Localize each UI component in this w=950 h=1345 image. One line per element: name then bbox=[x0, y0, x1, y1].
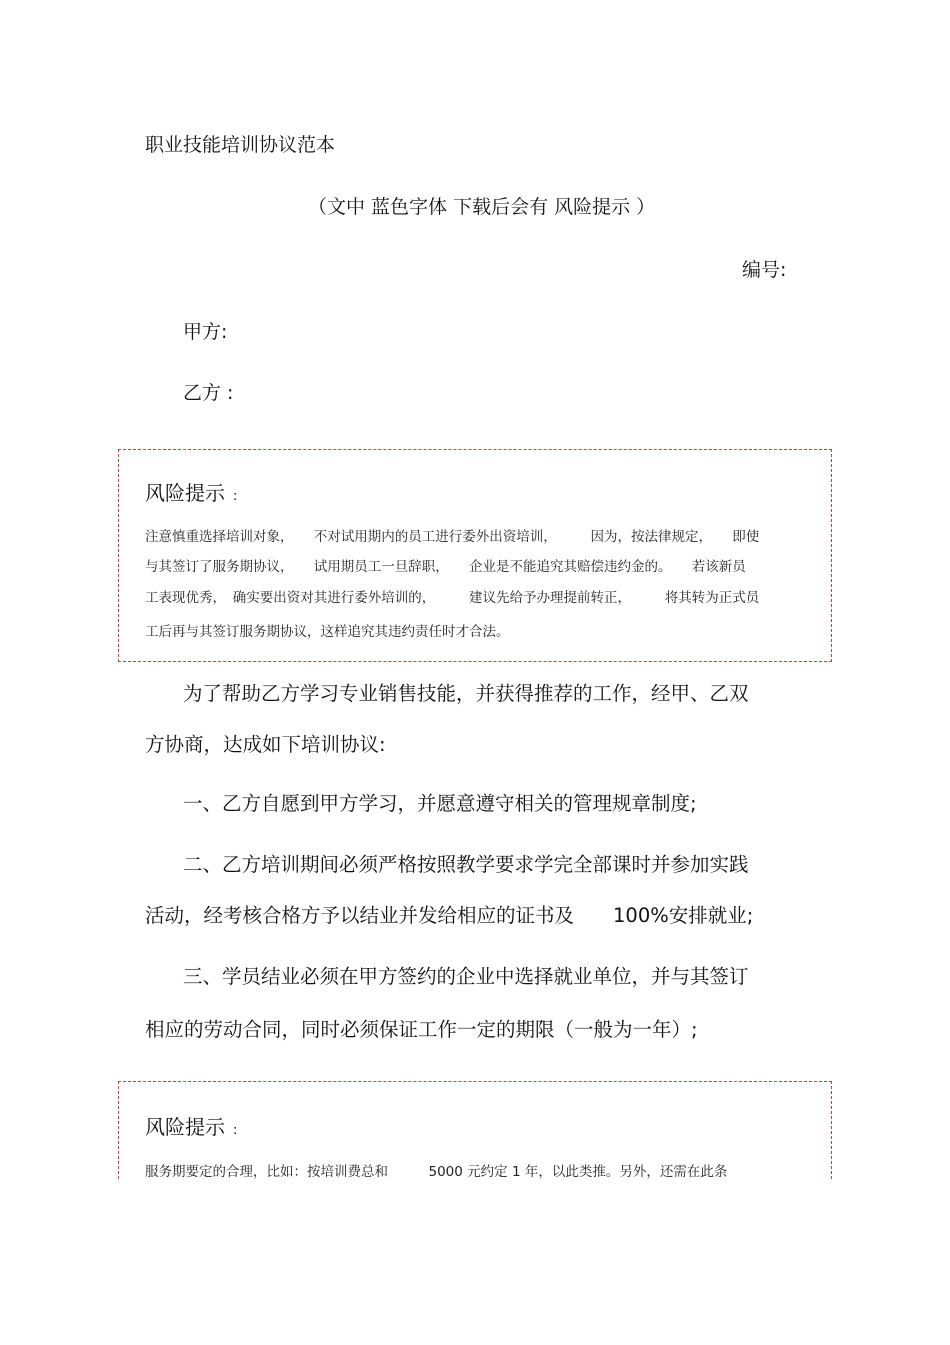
contract-number-label: 编号: bbox=[742, 259, 787, 281]
intro-paragraph-line: 为了帮助乙方学习专业销售技能，并获得推荐的工作，经甲、乙双 bbox=[183, 682, 749, 705]
risk-notice-line: 注意慎重选择培训对象， 不对试用期内的员工进行委外出资培训， 因为，按法律规定， 即使 bbox=[145, 529, 760, 545]
clause-1: 一、乙方自愿到甲方学习，并愿意遵守相关的管理规章制度; bbox=[183, 792, 697, 815]
clause-3-line: 相应的劳动合同，同时必须保证工作一定的期限（一般为一年）; bbox=[145, 1018, 698, 1041]
risk-notice-line: 工表现优秀， 确实要出资对其进行委外培训的， 建议先给予办理提前转正， 将其转为正式员 bbox=[145, 590, 760, 606]
party-b-label: 乙方 : bbox=[183, 382, 234, 404]
clause-3-line: 三、学员结业必须在甲方签约的企业中选择就业单位，并与其签订 bbox=[183, 965, 749, 988]
clause-2-line: 二、乙方培训期间必须严格按照教学要求学完全部课时并参加实践 bbox=[183, 853, 749, 876]
risk-notice-line: 服务期要定的合理，比如：按培训费总和 5000 元约定 1 年，以此类推。另外，还需在此条 bbox=[145, 1164, 728, 1180]
risk-notice-line: 工后再与其签订服务期协议，这样追究其违约责任时才合法。 bbox=[145, 624, 510, 640]
document-subtitle: （文中 蓝色字体 下载后会有 风险提示 ） bbox=[308, 196, 656, 218]
clause-2-line: 活动，经考核合格方予以结业并发给相应的证书及 100%安排就业; bbox=[145, 904, 754, 927]
risk-notice-title: 风险提示 : bbox=[145, 481, 238, 505]
risk-notice-box bbox=[118, 1081, 832, 1179]
risk-notice-box bbox=[118, 449, 832, 662]
intro-paragraph-line: 方协商，达成如下培训协议: bbox=[145, 733, 386, 756]
risk-notice-title: 风险提示 : bbox=[145, 1115, 238, 1139]
risk-notice-line: 与其签订了服务期协议， 试用期员工一旦辞职， 企业是不能追究其赔偿违约金的。 若该新员 bbox=[145, 559, 746, 575]
document-title: 职业技能培训协议范本 bbox=[145, 134, 336, 156]
party-a-label: 甲方: bbox=[183, 321, 228, 343]
